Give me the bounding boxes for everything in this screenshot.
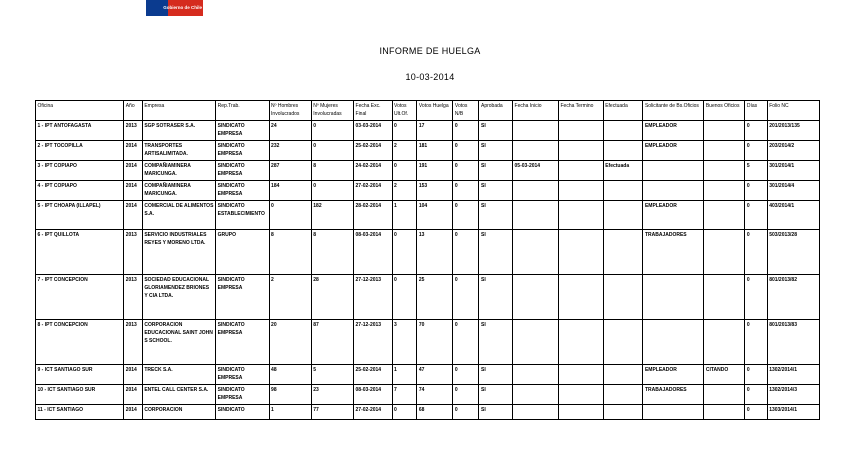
table-cell: 0 [745,275,767,320]
table-cell: Efectuada [603,161,643,181]
table-row [36,121,820,141]
table-cell [558,141,603,161]
table-cell [603,201,643,230]
table-row [36,275,820,320]
table-cell [603,385,643,405]
table-cell [603,275,643,320]
table-cell: 2 [392,141,417,161]
column-header: Fecha Inicio [513,101,559,121]
table-cell: 2 - IPT TOCOPILLA [36,141,124,161]
table-cell: SI [479,365,513,385]
column-header: Año [124,101,143,121]
table-cell [603,365,643,385]
column-header: Votos N/B [453,101,479,121]
table-cell [513,385,559,405]
table-cell: EMPLEADOR [643,365,704,385]
table-cell: SOCIEDAD EDUCACIONAL GLORIAMENDEZ BRIONES Y CIA LTDA. [142,275,215,320]
table-cell [643,405,704,420]
table-cell: 1302/2014/1 [767,365,819,385]
table-cell: SI [479,230,513,275]
table-cell [558,121,603,141]
table-cell: 7 - IPT CONCEPCION [36,275,124,320]
table-cell: 28 [311,275,353,320]
column-header: Solicitante de Bs.Oficios [643,101,704,121]
table-cell: CORPORACION EDUCACIONAL SAINT JOHN S SCHOOL. [142,320,215,365]
table-cell: 0 [453,385,479,405]
table-cell: 203/2014/2 [767,141,819,161]
table-cell: 8 [311,161,353,181]
table-cell: 25-02-2014 [354,141,393,161]
table-cell [643,275,704,320]
table-cell: 2013 [124,121,143,141]
table-cell [513,141,559,161]
table-cell: 3 - IPT COPIAPO [36,161,124,181]
table-cell [513,230,559,275]
table-cell: 2013 [124,230,143,275]
table-cell: 201/2013/135 [767,121,819,141]
table-cell: 0 [453,121,479,141]
table-cell: SI [479,275,513,320]
column-header: Votos Ult.Of. [392,101,417,121]
table-cell [704,230,745,275]
table-cell: 0 [745,385,767,405]
table-cell [558,201,603,230]
table-body [36,121,820,420]
table-cell: 0 [392,121,417,141]
table-cell: 03-03-2014 [354,121,393,141]
table-cell: SINDICATO EMPRESA [216,121,269,141]
table-cell [513,320,559,365]
table-cell: GRUPO [216,230,269,275]
table-cell: 23 [311,385,353,405]
table-row [36,230,820,275]
table-cell: 2014 [124,161,143,181]
table-cell: 08-03-2014 [354,385,393,405]
table-cell: 1 [392,201,417,230]
table-cell: 17 [417,121,453,141]
table-cell: 0 [453,141,479,161]
table-cell: 5 - IPT CHOAPA (ILLAPEL) [36,201,124,230]
table-cell: SINDICATO EMPRESA [216,141,269,161]
table-row [36,320,820,365]
table-cell: SI [479,320,513,365]
table-cell: 801/2013/82 [767,275,819,320]
table-cell: 801/2013/83 [767,320,819,365]
table-cell: 181 [417,141,453,161]
table-cell: 8 - IPT CONCEPCION [36,320,124,365]
table-cell: 0 [745,365,767,385]
table-cell: 2 [392,181,417,201]
table-cell: 0 [392,405,417,420]
table-cell: SI [479,121,513,141]
table-cell: 0 [311,181,353,201]
table-cell [603,181,643,201]
table-cell: COMERCIAL DE ALIMENTOS S.A. [142,201,215,230]
table-cell [558,320,603,365]
table-cell: 8 [311,230,353,275]
table-row [36,405,820,420]
column-header: Nº Mujeres Involucradas [311,101,353,121]
table-cell: 68 [417,405,453,420]
table-cell [704,275,745,320]
table-cell: 0 [453,275,479,320]
table-cell: SI [479,141,513,161]
table-cell: 05-03-2014 [513,161,559,181]
column-header: Días [745,101,767,121]
table-cell: 0 [745,141,767,161]
table-cell: 0 [269,201,311,230]
table-cell: 1303/2014/1 [767,405,819,420]
table-cell: TRECK S.A. [142,365,215,385]
column-header: Fecha Termino [558,101,603,121]
table-cell [603,320,643,365]
table-cell: SI [479,405,513,420]
table-cell [558,230,603,275]
table-cell: 0 [311,141,353,161]
table-cell: 27-02-2014 [354,181,393,201]
table-cell: 301/2014/1 [767,161,819,181]
table-cell: 2014 [124,365,143,385]
table-cell [558,161,603,181]
table-cell: 0 [453,320,479,365]
table-cell: 0 [745,121,767,141]
table-cell: SINDICATO EMPRESA [216,385,269,405]
table-cell: 9 - ICT SANTIAGO SUR [36,365,124,385]
table-cell [558,405,603,420]
table-cell: 70 [417,320,453,365]
table-cell: SINDICATO EMPRESA [216,275,269,320]
table-cell [603,121,643,141]
table-cell: 182 [311,201,353,230]
table-cell [704,181,745,201]
table-cell [513,201,559,230]
table-cell [513,181,559,201]
table-row [36,141,820,161]
table-cell: ENTEL CALL CENTER S.A. [142,385,215,405]
table-cell: 08-03-2014 [354,230,393,275]
table-cell: SGP SOTRASER S.A. [142,121,215,141]
table-cell: 0 [392,230,417,275]
column-header: Oficina [36,101,124,121]
column-header: Rep.Trab. [216,101,269,121]
table-cell: 2014 [124,405,143,420]
table-cell: EMPLEADOR [643,141,704,161]
table-cell: 2 [269,275,311,320]
gobierno-de-chile-logo [146,0,203,16]
table-cell: 1 [392,365,417,385]
table-cell: 287 [269,161,311,181]
table-cell: 5 [311,365,353,385]
table-cell: SINDICATO EMPRESA [216,365,269,385]
table-cell: 0 [453,161,479,181]
table-cell: 403/2014/1 [767,201,819,230]
table-cell: 1302/2014/3 [767,385,819,405]
table-cell: 48 [269,365,311,385]
table-cell: 0 [392,275,417,320]
table-cell: 11 - ICT SANTIAGO [36,405,124,420]
table-cell [513,365,559,385]
table-cell: 0 [745,201,767,230]
table-cell: SINDICATO EMPRESA [216,161,269,181]
table-cell: 6 - IPT QUILLOTA [36,230,124,275]
table-cell: 5 [745,161,767,181]
table-cell: 8 [269,230,311,275]
column-header: Empresa [142,101,215,121]
column-header: Buenos Oficios [704,101,745,121]
table-cell [558,181,603,201]
table-cell: 2014 [124,141,143,161]
table-cell: 0 [453,365,479,385]
table-cell: SI [479,181,513,201]
table-cell [603,405,643,420]
table-cell: SERVICIO INDUSTRIALES REYES Y MORENO LTDA. [142,230,215,275]
table-cell: 2013 [124,275,143,320]
table-row [36,161,820,181]
column-header: Nº Hombres Involucrados [269,101,311,121]
table-cell: 20 [269,320,311,365]
strike-report-table [35,100,820,420]
report-title: INFORME DE HUELGA [379,46,481,56]
table-cell: 153 [417,181,453,201]
table-cell [704,201,745,230]
table-cell [704,141,745,161]
table-cell: 0 [745,230,767,275]
table-cell: 2014 [124,201,143,230]
table-cell [704,161,745,181]
table-cell: SINDICATO ESTABLECIMIENTO [216,201,269,230]
table-cell: 27-12-2013 [354,320,393,365]
table-cell [603,141,643,161]
table-cell: 0 [745,320,767,365]
table-cell: 0 [745,405,767,420]
table-cell: 191 [417,161,453,181]
table-cell: SINDICATO [216,405,269,420]
column-header: Votos Huelga [417,101,453,121]
table-cell [704,405,745,420]
column-header: Fecha Exc. Final [354,101,393,121]
table-cell: 28-02-2014 [354,201,393,230]
table-cell: 27-12-2013 [354,275,393,320]
table-cell: 0 [745,181,767,201]
table-cell: 24 [269,121,311,141]
table-cell: SI [479,161,513,181]
table-cell [704,385,745,405]
table-cell [643,161,704,181]
table-cell: 27-02-2014 [354,405,393,420]
table-cell: 7 [392,385,417,405]
table-cell: 24-02-2014 [354,161,393,181]
table-cell: COMPAÑIAMINERA MARICUNGA. [142,161,215,181]
table-cell: 2013 [124,320,143,365]
table-row [36,365,820,385]
table-cell [558,365,603,385]
table-cell [704,121,745,141]
table-cell: 0 [453,181,479,201]
table-cell [513,121,559,141]
table-cell [643,181,704,201]
table-cell: 0 [311,121,353,141]
table-cell: 10 - ICT SANTIAGO SUR [36,385,124,405]
table-cell: SINDICATO EMPRESA [216,181,269,201]
table-cell: 0 [392,161,417,181]
table-cell: 2014 [124,385,143,405]
table-cell: COMPAÑIAMINERA MARICUNGA. [142,181,215,201]
table-cell: 0 [453,201,479,230]
table-row [36,201,820,230]
table-cell [513,405,559,420]
table-cell: EMPLEADOR [643,201,704,230]
table-cell: SI [479,385,513,405]
table-cell: 104 [417,201,453,230]
table-cell [558,385,603,405]
table-cell: 4 - IPT COPIAPO [36,181,124,201]
logo-text: Gobierno de Chile [163,5,202,10]
table-cell: 2014 [124,181,143,201]
table-cell: CORPORACION [142,405,215,420]
table-cell: 13 [417,230,453,275]
table-cell: 98 [269,385,311,405]
table-cell: 184 [269,181,311,201]
table-cell: 301/2014/4 [767,181,819,201]
table-cell: EMPLEADOR [643,121,704,141]
table-cell: 3 [392,320,417,365]
table-cell: SI [479,201,513,230]
table-cell: CITANDO [704,365,745,385]
table-cell: 77 [311,405,353,420]
table-cell: 25 [417,275,453,320]
table-row [36,181,820,201]
table-cell: 0 [453,405,479,420]
table-cell: TRABAJADORES [643,385,704,405]
table-cell [704,320,745,365]
table-cell: 232 [269,141,311,161]
table-cell: 47 [417,365,453,385]
report-date: 10-03-2014 [405,72,455,82]
table-cell: 503/2013/28 [767,230,819,275]
table-cell: 74 [417,385,453,405]
table-row [36,385,820,405]
table-cell: TRANSPORTES ARTISALIMITADA. [142,141,215,161]
table-cell [643,320,704,365]
column-header: Aprobada [479,101,513,121]
table-cell [513,275,559,320]
column-header: Folio NC [767,101,819,121]
table-cell: TRABAJADORES [643,230,704,275]
table-cell [603,230,643,275]
table-cell: 0 [453,230,479,275]
table-cell: 1 [269,405,311,420]
table-cell [558,275,603,320]
table-cell: SINDICATO EMPRESA [216,320,269,365]
table-cell: 1 - IPT ANTOFAGASTA [36,121,124,141]
table-cell: 87 [311,320,353,365]
table-header-row [36,101,820,121]
table-cell: 25-02-2014 [354,365,393,385]
column-header: Efectuada [603,101,643,121]
